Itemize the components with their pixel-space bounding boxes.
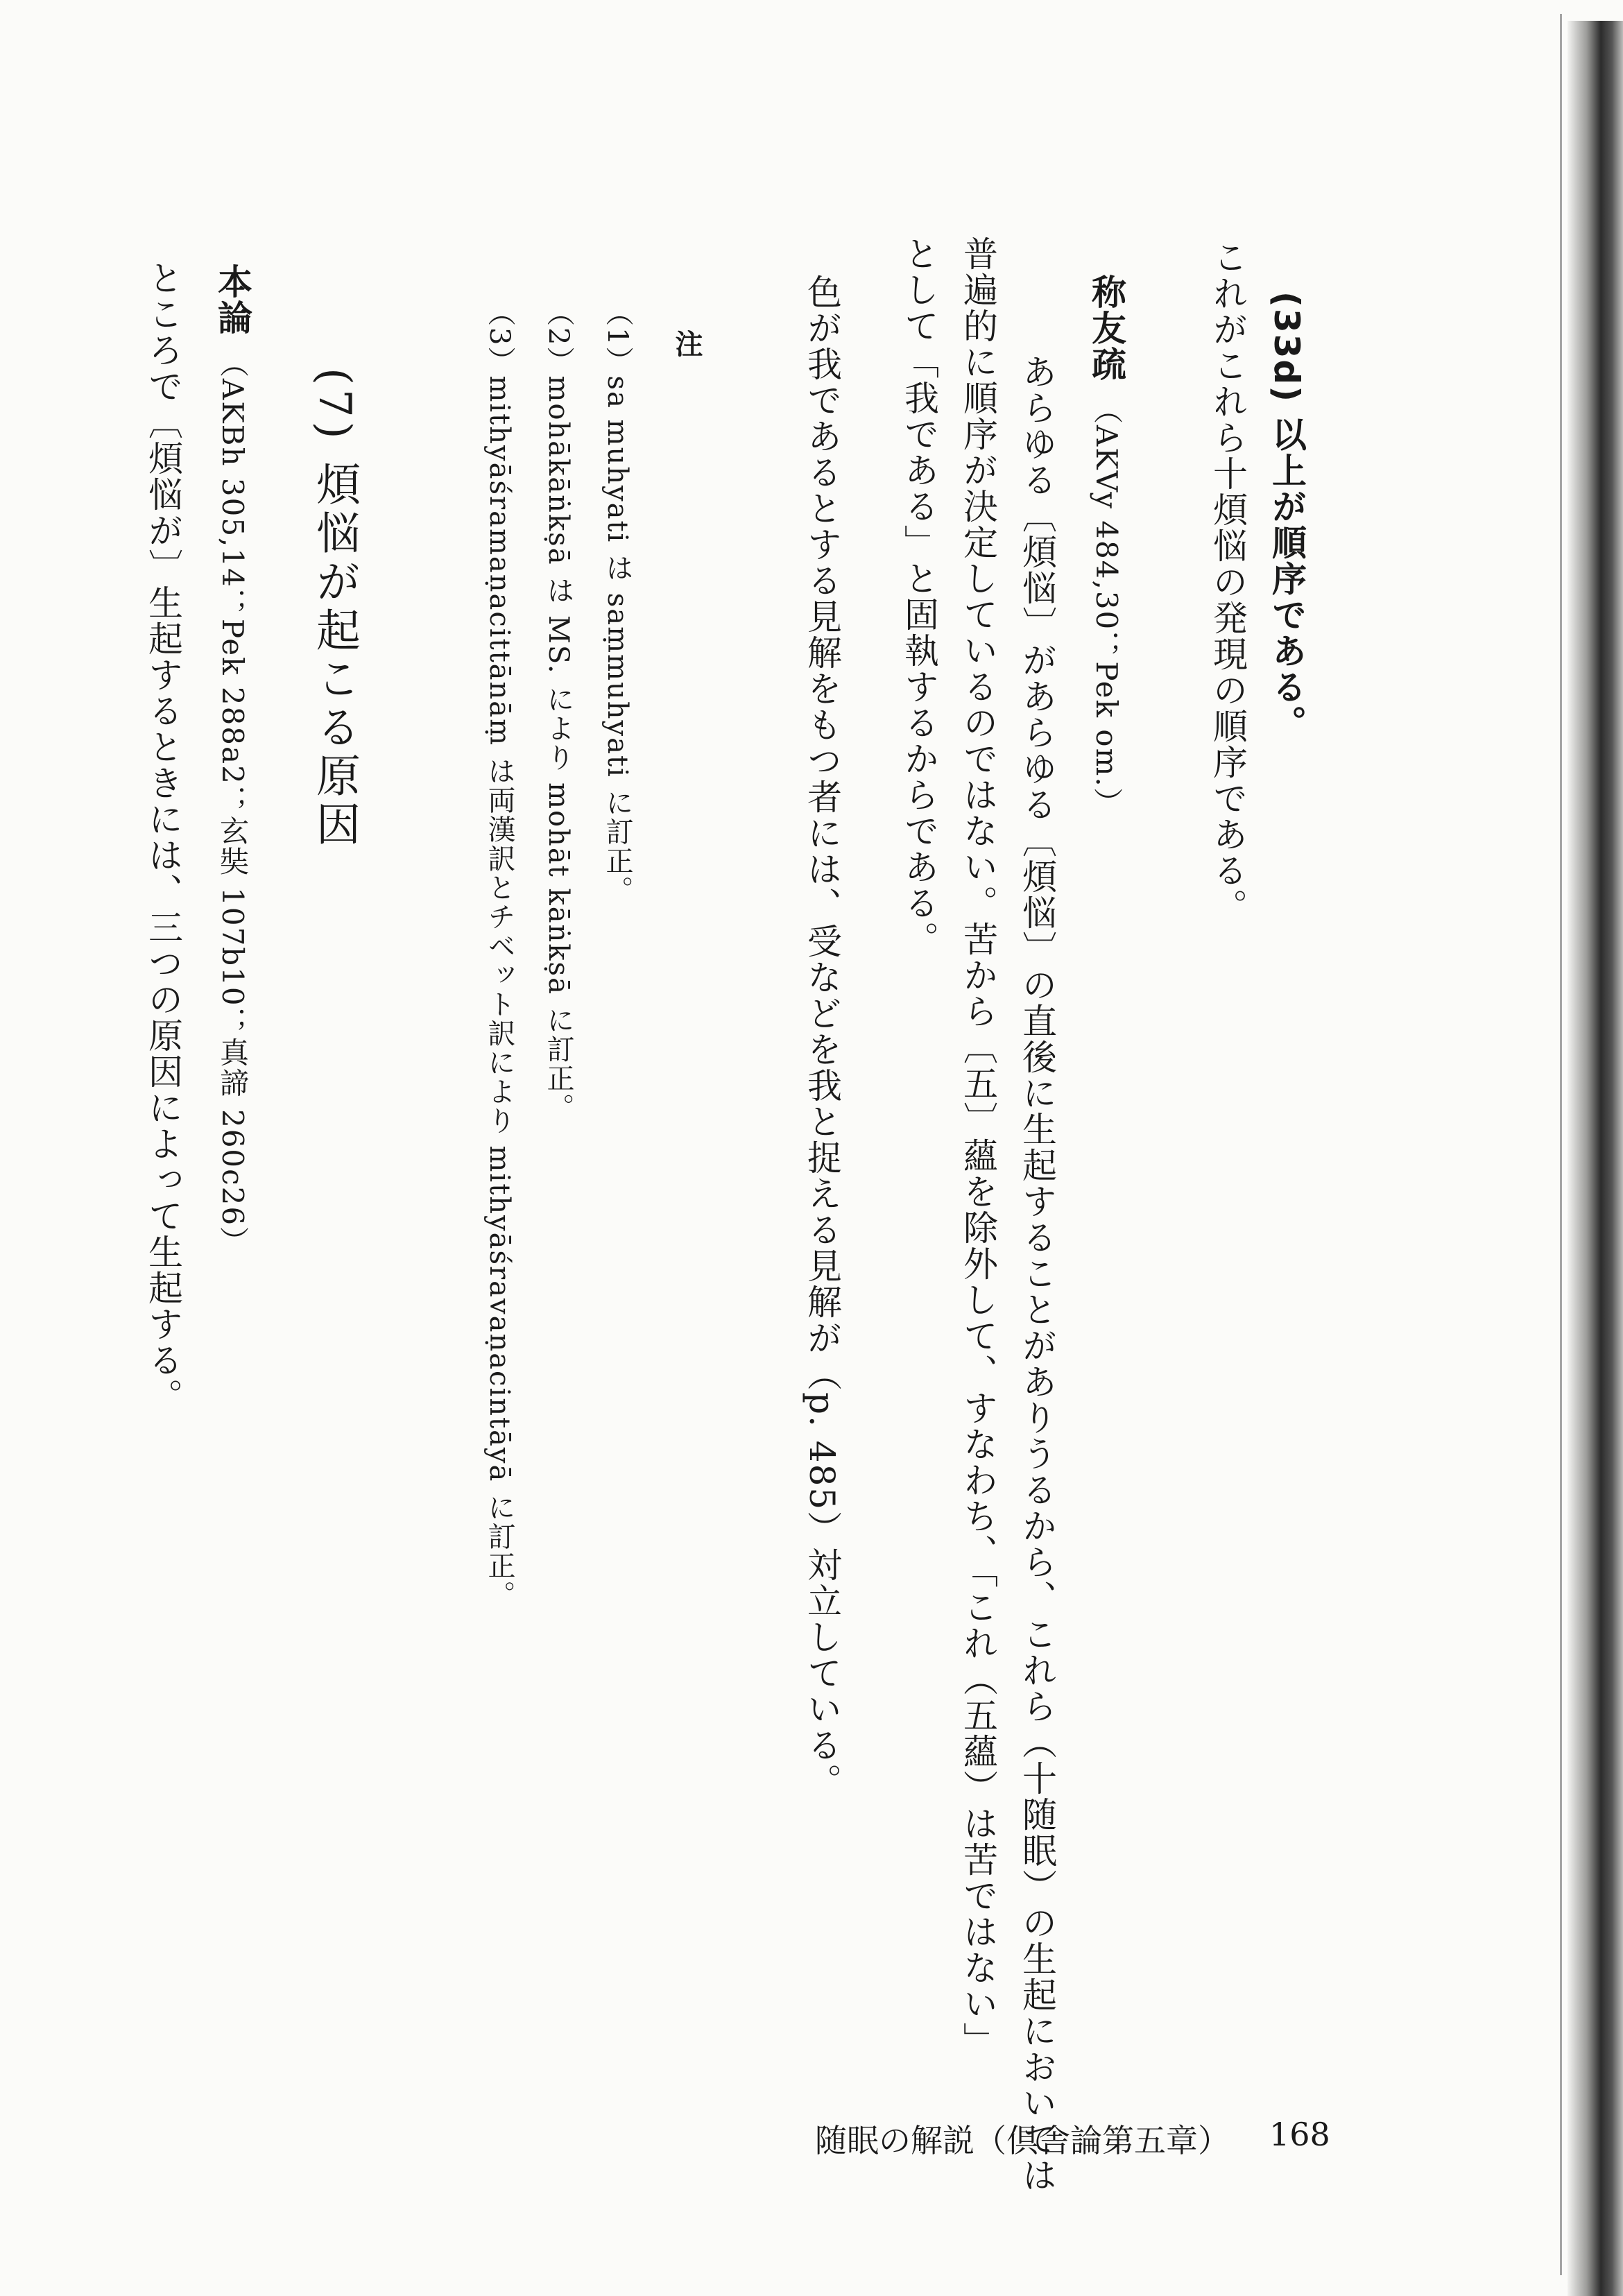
commentary-line-1: あらゆる〔煩悩〕があらゆる〔煩悩〕の直後に生起することがありうるから、これら（十随眠）の生起においては [1017, 354, 1057, 2193]
note-2 [544, 298, 572, 1122]
commentary-header [1086, 274, 1126, 819]
commentary-ref: （AKVy 484,30；Pek om.） [1090, 394, 1124, 819]
note-1 [603, 298, 631, 905]
section-33d-heading: (33d) 以上が順序である。 [1266, 291, 1307, 742]
running-title: 随眠の解説（倶舎論第五章） [815, 2122, 1230, 2159]
note-2-num: （2） [542, 298, 574, 376]
book-edge-shadow [1568, 21, 1623, 2296]
note-1-text: sa muhyati は saṃmuhyati に訂正。 [601, 375, 633, 905]
note-3-num: （3） [483, 298, 515, 376]
section-33d-body: これがこれら十煩悩の発現の順序である。 [1208, 239, 1248, 925]
commentary-label: 称友疏 [1086, 274, 1126, 382]
commentary-line-2: 普遍的に順序が決定しているのではない。苦から〔五〕蘊を除外して、すなわち、「これ（五蘊）は苦ではない」 [958, 236, 998, 2058]
book-edge-line [1560, 14, 1562, 2275]
note-2-text: mohākāṅkṣā は MS. により mohāt kāṅkṣā に訂正。 [542, 375, 574, 1122]
main-text-header [212, 264, 252, 1258]
main-text-ref: （AKBh 305,14；Pek 288a2；玄奘 107b10；真諦 260c26） [216, 348, 250, 1258]
section-7-heading: (7) 煩悩が起こる原因 [309, 368, 360, 850]
main-text-line-1: ところで〔煩悩が〕生起するときには、三つの原因によって生起する。 [143, 260, 183, 1414]
note-3-text: mithyāśramaṇacittānāṃ は両漢訳とチベット訳により mithyāśravaṇacintāyā に訂正。 [483, 375, 515, 1610]
note-3 [483, 298, 515, 1610]
notes-title: 注 [671, 329, 703, 359]
commentary-line-4: 色が我であるとする見解をもつ者には、受などを我と捉える見解が（p. 485）対立している。 [802, 274, 842, 1800]
note-1-num: （1） [601, 298, 633, 376]
main-text-label: 本論 [212, 264, 252, 336]
page-number: 168 [1269, 2116, 1330, 2153]
commentary-line-3: として「我である」と固執するからである。 [899, 236, 939, 957]
